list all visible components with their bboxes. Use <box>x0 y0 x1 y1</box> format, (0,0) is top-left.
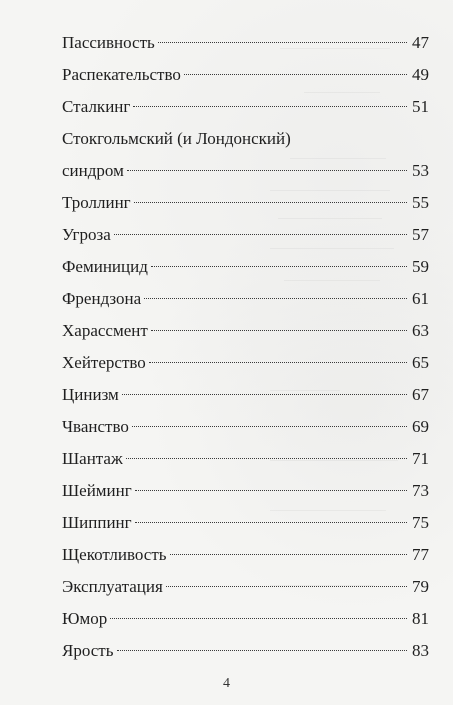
toc-entry-title: Хейтерство <box>62 353 146 372</box>
toc-entry-multiline <box>62 127 429 183</box>
toc-entry-title: Распекательство <box>62 65 181 84</box>
toc-entry-title: Феминицид <box>62 257 148 276</box>
toc-entry-line <box>62 543 429 567</box>
toc-entry-line <box>62 351 429 375</box>
toc-entry <box>62 223 429 247</box>
toc-entry-title-line2: синдром <box>62 161 124 180</box>
bleed-line <box>284 280 380 281</box>
toc-entry-title: Харассмент <box>62 321 148 340</box>
toc-entry-title: Угроза <box>62 225 111 244</box>
toc-entry <box>62 607 429 631</box>
toc-entry-page: 79 <box>412 577 429 596</box>
leader-dots <box>166 586 407 587</box>
toc-entry-title-line1: Стокгольмский (и Лондонский) <box>62 129 291 148</box>
toc-entry-title: Троллинг <box>62 193 131 212</box>
toc-entry-page: 65 <box>412 353 429 372</box>
toc-entry-page: 71 <box>412 449 429 468</box>
toc-entry-line <box>62 287 429 311</box>
toc-entry-title: Шейминг <box>62 481 132 500</box>
toc-entry-line <box>62 511 429 535</box>
toc-entry-line <box>62 447 429 471</box>
toc-entry-page: 73 <box>412 481 429 500</box>
toc-entry-page: 61 <box>412 289 429 308</box>
toc-entry <box>62 575 429 599</box>
toc-entry-title: Шантаж <box>62 449 123 468</box>
toc-entry-title: Юмор <box>62 609 108 628</box>
toc-entry <box>62 63 429 87</box>
leader-dots <box>133 106 407 107</box>
bleed-line <box>304 92 380 93</box>
toc-entry <box>62 383 429 407</box>
toc-entry <box>62 31 429 55</box>
toc-entry-line <box>62 639 429 663</box>
toc-entry <box>62 351 429 375</box>
toc-entry-page: 59 <box>412 257 429 276</box>
leader-dots <box>151 330 407 331</box>
leader-dots <box>170 554 407 555</box>
leader-dots <box>134 202 407 203</box>
toc-entry-line <box>62 383 429 407</box>
toc-entry <box>62 639 429 663</box>
toc-entry-page: 75 <box>412 513 429 532</box>
toc-entry-line <box>62 607 429 631</box>
bleed-line <box>278 218 382 219</box>
toc-entry-title: Щекотливость <box>62 545 167 564</box>
toc-entry-page: 63 <box>412 321 429 340</box>
leader-dots <box>114 234 407 235</box>
toc-entry-title: Сталкинг <box>62 97 131 116</box>
toc-entry <box>62 95 429 119</box>
toc-entry-line <box>62 159 429 183</box>
toc-entry-page: 57 <box>412 225 429 244</box>
toc-entry-line <box>62 95 429 119</box>
toc-entry-line <box>62 479 429 503</box>
toc-entry-title: Шиппинг <box>62 513 132 532</box>
toc-entry-title: Ярость <box>62 641 114 660</box>
toc-entry-line <box>62 415 429 439</box>
toc-entry-page: 83 <box>412 641 429 660</box>
leader-dots <box>110 618 407 619</box>
toc-entry <box>62 447 429 471</box>
leader-dots <box>184 74 407 75</box>
toc-entry-page: 55 <box>412 193 429 212</box>
toc-entry-page: 81 <box>412 609 429 628</box>
leader-dots <box>126 458 407 459</box>
toc-entry-title: Цинизм <box>62 385 119 404</box>
leader-dots <box>151 266 407 267</box>
toc-entry <box>62 543 429 567</box>
leader-dots <box>122 394 407 395</box>
leader-dots <box>132 426 407 427</box>
page-number: 4 <box>223 676 230 691</box>
toc-entry <box>62 319 429 343</box>
toc-entry-page: 67 <box>412 385 429 404</box>
toc-entry-line <box>62 319 429 343</box>
toc-entry-title: Френдзона <box>62 289 142 308</box>
leader-dots <box>149 362 407 363</box>
toc-entry-page: 51 <box>412 97 429 116</box>
toc-entry-line <box>62 223 429 247</box>
toc-entry-page: 47 <box>412 33 429 52</box>
leader-dots <box>144 298 407 299</box>
leader-dots <box>117 650 408 651</box>
toc-entry-line <box>62 255 429 279</box>
toc-entry <box>62 479 429 503</box>
bleed-line <box>270 248 394 249</box>
toc-entry-title: Эксплуатация <box>62 577 163 596</box>
leader-dots <box>135 522 407 523</box>
leader-dots <box>135 490 407 491</box>
toc-entry <box>62 287 429 311</box>
toc-entry-title: Чванство <box>62 417 129 436</box>
toc-entry-page: 77 <box>412 545 429 564</box>
toc-entry <box>62 415 429 439</box>
toc-entry <box>62 191 429 215</box>
toc-entry-line <box>62 31 429 55</box>
toc-entry <box>62 255 429 279</box>
toc-entry-page: 53 <box>412 161 429 180</box>
toc-entry-line <box>62 191 429 215</box>
toc-entry-page: 69 <box>412 417 429 436</box>
toc-entry-line <box>62 575 429 599</box>
toc-entry-line <box>62 63 429 87</box>
leader-dots <box>127 170 407 171</box>
toc-entry-title: Пассивность <box>62 33 155 52</box>
toc-entry <box>62 511 429 535</box>
toc-entry-page: 49 <box>412 65 429 84</box>
leader-dots <box>158 42 407 43</box>
